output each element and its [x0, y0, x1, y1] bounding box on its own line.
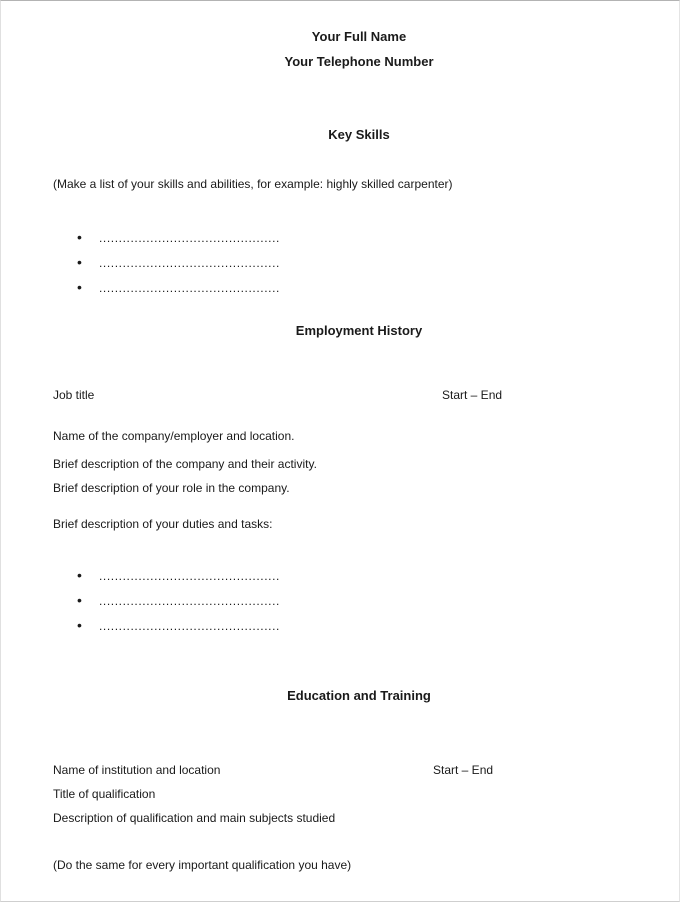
telephone-heading: Your Telephone Number [284, 54, 434, 69]
list-item [77, 225, 280, 250]
qualification-description-line: Description of qualification and main subjects studied [53, 811, 336, 825]
bullet-icon: • [77, 567, 82, 583]
list-item [77, 563, 280, 588]
duties-label: Brief description of your duties and tasks: [53, 517, 273, 531]
full-name-heading: Your Full Name [311, 29, 407, 44]
education-date-range: Start – End [433, 763, 494, 777]
skill-placeholder-line: .............................................. [99, 231, 280, 245]
employment-date-range: Start – End [442, 388, 503, 402]
bullet-icon: • [77, 617, 82, 633]
bullet-icon: • [77, 254, 82, 270]
skill-placeholder-line: .............................................. [99, 256, 280, 270]
education-note: (Do the same for every important qualification you have) [53, 858, 352, 872]
employment-history-title: Employment History [295, 323, 423, 338]
list-item [77, 275, 280, 300]
company-name-line: Name of the company/employer and location. [53, 429, 295, 443]
list-item [77, 588, 280, 613]
education-training-title: Education and Training [287, 688, 431, 703]
bullet-icon: • [77, 279, 82, 295]
institution-line: Name of institution and location [53, 763, 221, 777]
key-skills-title: Key Skills [328, 127, 390, 142]
list-item [77, 613, 280, 638]
qualification-title-line: Title of qualification [53, 787, 156, 801]
duty-placeholder-line: .............................................. [99, 569, 280, 583]
bullet-icon: • [77, 592, 82, 608]
duty-placeholder-line: .............................................. [99, 619, 280, 633]
list-item [77, 250, 280, 275]
key-skills-hint: (Make a list of your skills and abilities, for example: highly skilled carpenter) [53, 177, 453, 191]
job-title-label: Job title [53, 388, 95, 402]
role-description-line: Brief description of your role in the company. [53, 481, 290, 495]
duties-bullet-list [77, 563, 280, 638]
skill-placeholder-line: .............................................. [99, 281, 280, 295]
key-skills-bullet-list [77, 225, 280, 300]
duty-placeholder-line: .............................................. [99, 594, 280, 608]
bullet-icon: • [77, 229, 82, 245]
company-activity-line: Brief description of the company and their activity. [53, 457, 317, 471]
